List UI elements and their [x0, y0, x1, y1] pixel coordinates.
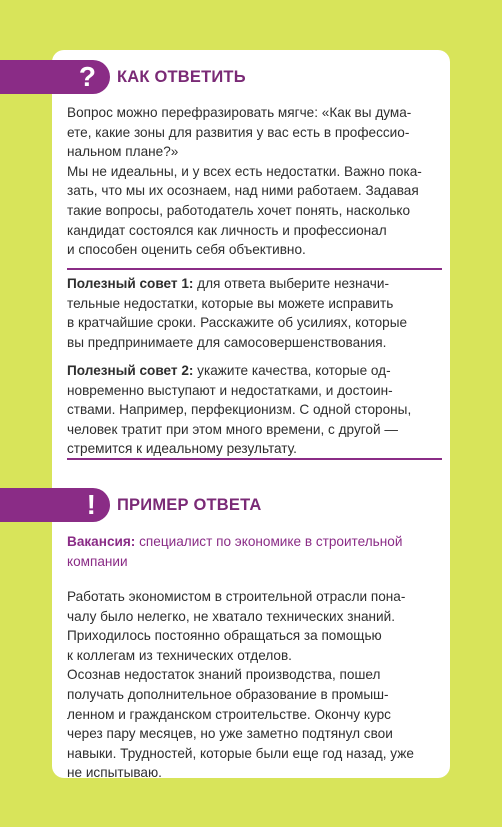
question-mark-icon: ?	[0, 60, 110, 94]
tip-1-label: Полезный совет 1:	[67, 276, 194, 291]
tip-line: тельные недостатки, которые вы можете исправить	[67, 295, 394, 311]
tip-1	[67, 274, 442, 352]
intro-line: кандидат состоялся как личность и профессионал	[67, 222, 387, 238]
tip-2	[67, 361, 442, 459]
answer-line: ленном и гражданском строительстве. Окончу курс	[67, 706, 391, 722]
answer-line: к коллегам из технических отделов.	[67, 647, 292, 663]
tip-line: в кратчайшие сроки. Расскажите об усилиях, которые	[67, 315, 408, 331]
tip-line: стремится к идеальному результату.	[67, 441, 297, 457]
intro-line: Мы не идеальны, и у всех есть недостатки. Важно пока-	[67, 163, 422, 179]
intro-line: такие вопросы, работодатель хочет понять, насколько	[67, 202, 411, 218]
vacancy-line: специалист по экономике в строительной	[135, 534, 403, 549]
tip-line: новременно выступают и недостатками, и достоин-	[67, 382, 393, 398]
exclamation-icon: !	[0, 488, 110, 522]
answer-line: Работать экономистом в строительной отрасли пона-	[67, 589, 406, 604]
answer-line: навыки. Трудностей, которые были еще год назад, уже	[67, 745, 414, 761]
divider	[67, 458, 442, 460]
tip-line: для ответа выберите незначи-	[193, 276, 389, 291]
vacancy-line: компании	[67, 553, 128, 569]
answer-paragraph	[67, 587, 442, 783]
answer-line: чалу было нелегко, не хватало технических знаний.	[67, 608, 395, 624]
section-title-how-to-answer: КАК ОТВЕТИТЬ	[117, 68, 246, 86]
intro-line: и способен оценить себя объективно.	[67, 242, 306, 258]
intro-line: нальном плане?»	[67, 144, 179, 160]
answer-line: Осознав недостаток знаний производства, пошел	[67, 667, 381, 683]
answer-line: не испытываю.	[67, 765, 162, 781]
tip-line: ствами. Например, перфекционизм. С одной стороны,	[67, 402, 412, 418]
intro-line: зать, что мы их осознаем, над ними работаем. Задавая	[67, 183, 419, 199]
vacancy-label: Вакансия:	[67, 534, 136, 549]
vacancy	[67, 532, 442, 571]
divider	[67, 268, 442, 270]
section-title-answer-example: ПРИМЕР ОТВЕТА	[117, 496, 262, 514]
intro-paragraph	[67, 103, 442, 260]
answer-line: Приходилось постоянно обращаться за помощью	[67, 628, 382, 644]
answer-line: получать дополнительное образование в промыш-	[67, 686, 389, 702]
tip-line: укажите качества, которые од-	[193, 363, 391, 378]
tip-line: вы предпринимаете для самосовершенствования.	[67, 334, 387, 350]
intro-line: Вопрос можно перефразировать мягче: «Как вы дума-	[67, 105, 412, 120]
intro-line: ете, какие зоны для развития у вас есть в профессио-	[67, 124, 410, 140]
answer-line: через пару месяцев, но уже заметно подтянул свои	[67, 726, 393, 742]
tip-line: человек тратит при этом много времени, с другой —	[67, 421, 398, 437]
tip-2-label: Полезный совет 2:	[67, 363, 194, 378]
